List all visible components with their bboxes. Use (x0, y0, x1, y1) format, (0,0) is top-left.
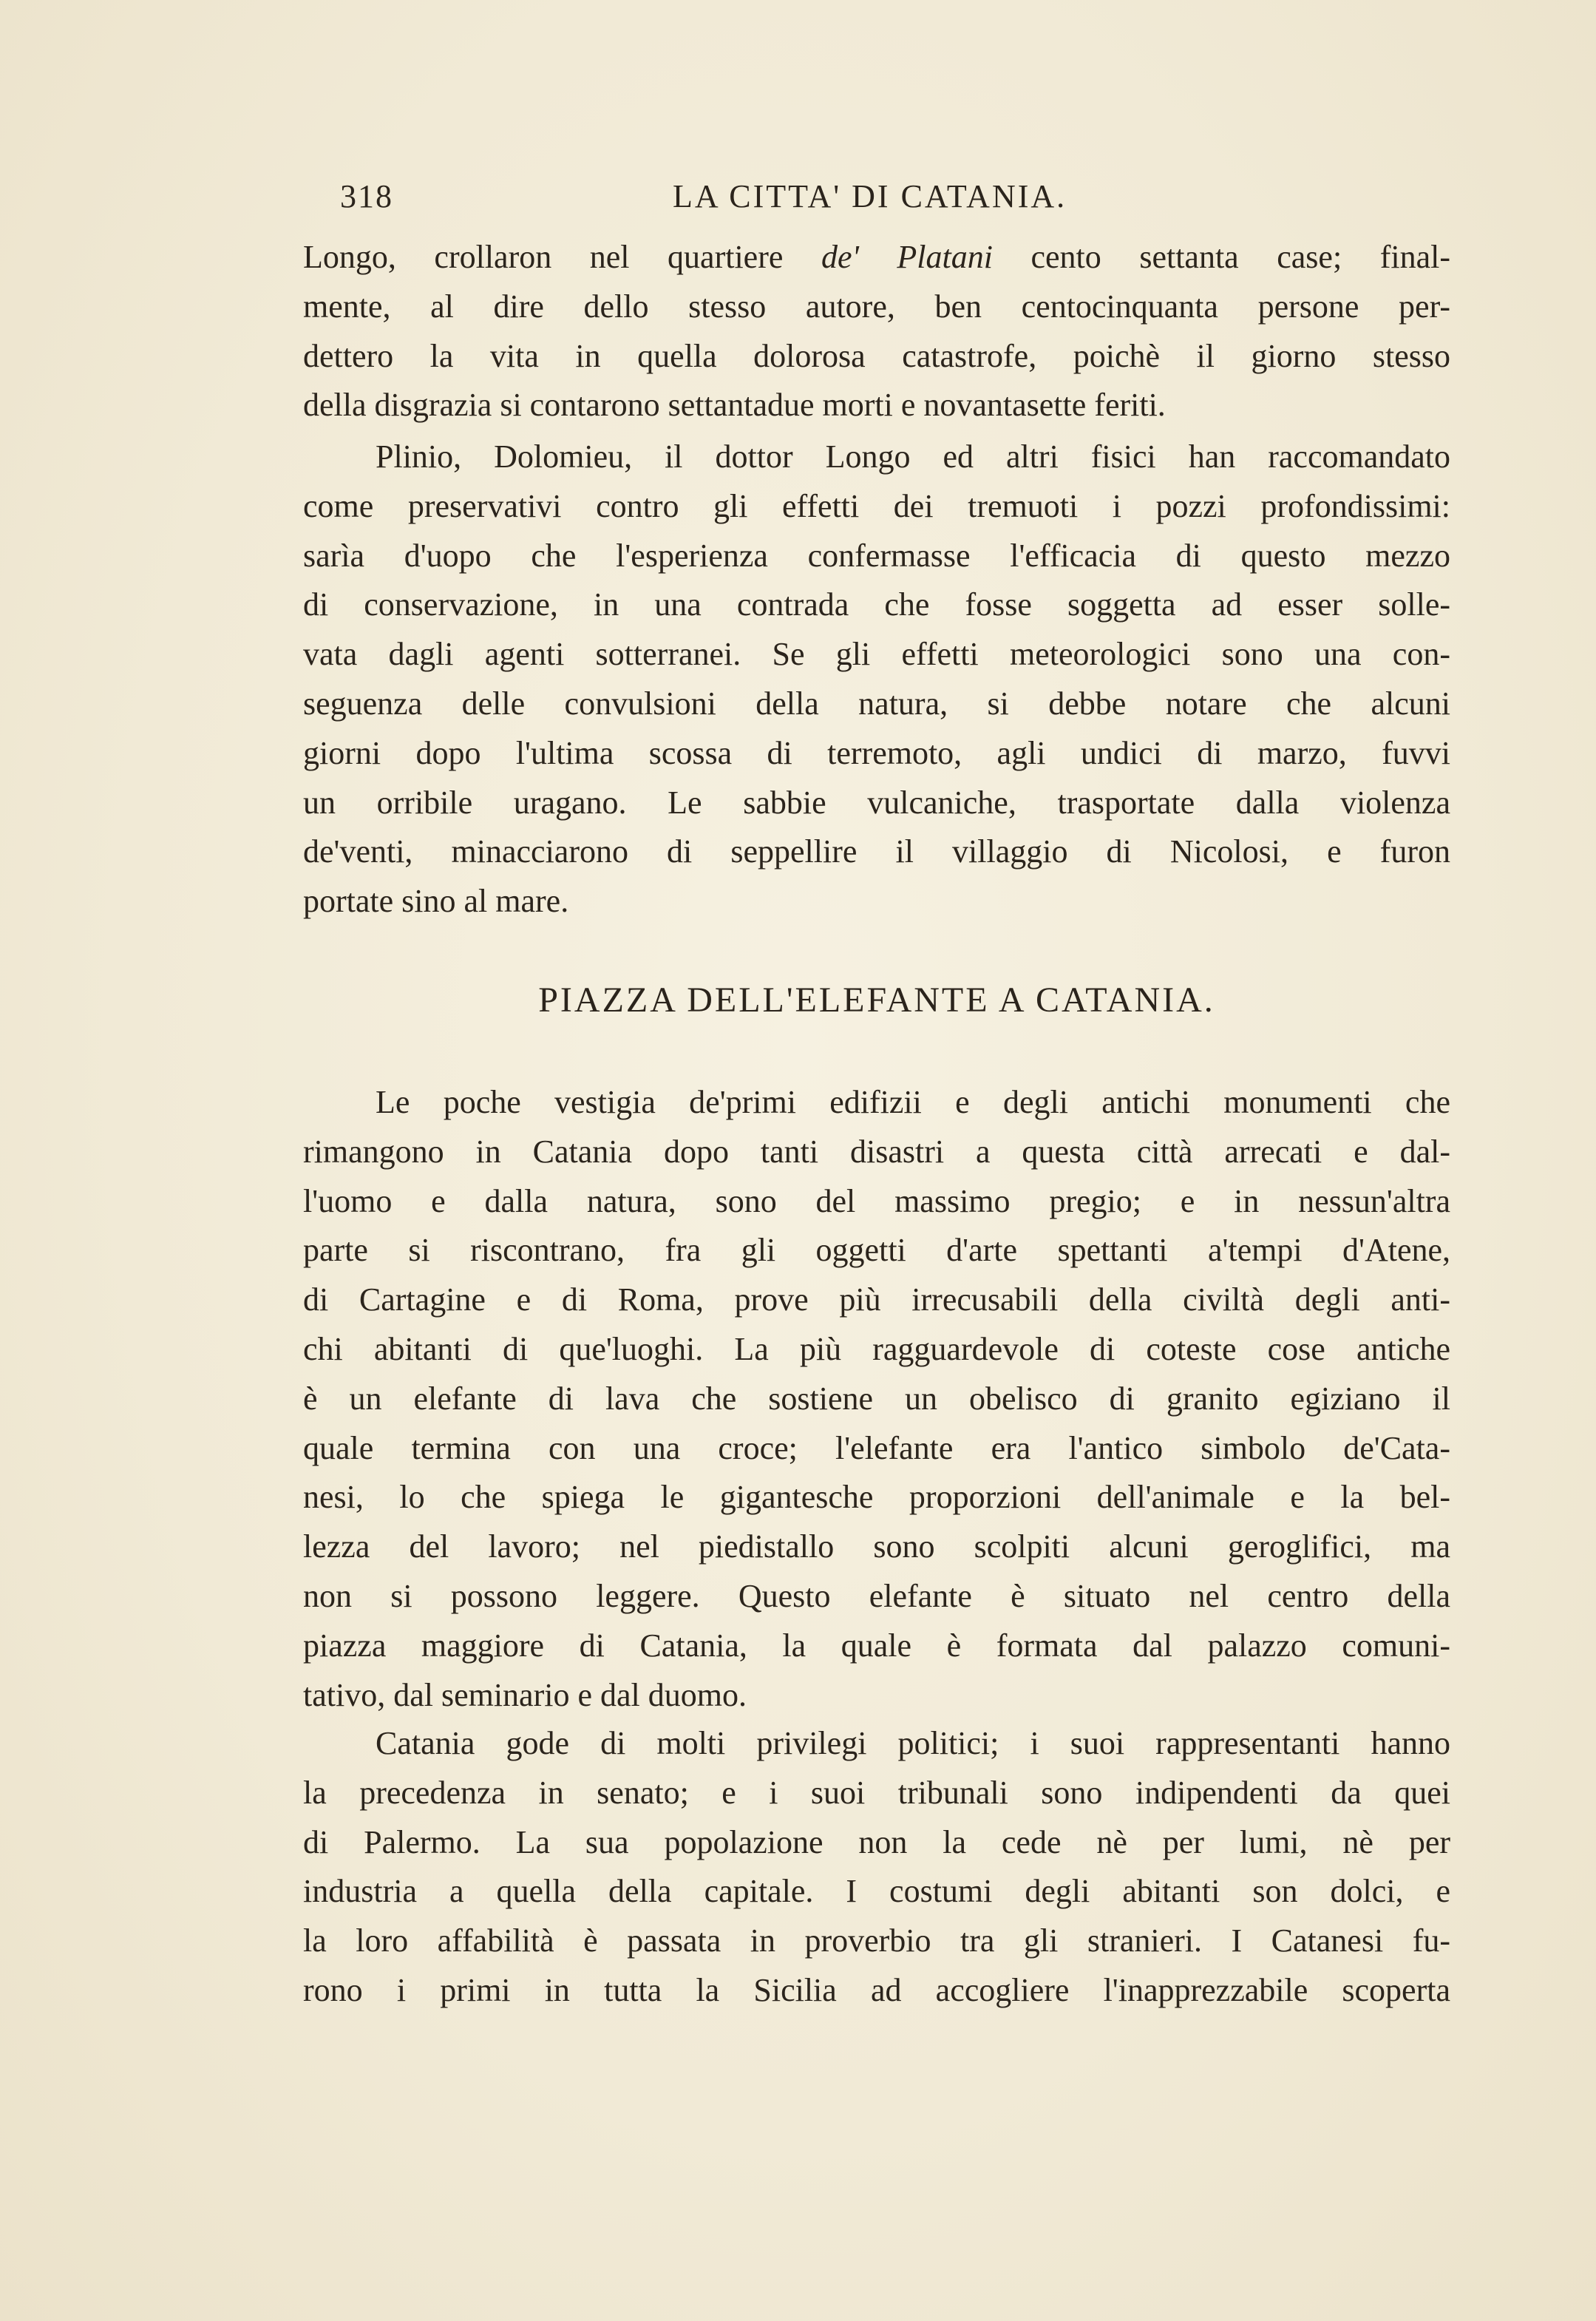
text-line: vata dagli agenti sotterranei. Se gli effetti meteorologici sono una con- (303, 636, 1450, 673)
text-line: nesi, lo che spiega le gigantesche proporzioni dell'animale e la bel- (303, 1479, 1450, 1516)
paragraph (303, 1719, 1450, 2016)
text-line: industria a quella della capitale. I costumi degli abitanti son dolci, e (303, 1873, 1450, 1910)
text-line: la loro affabilità è passata in proverbio tra gli stranieri. I Catanesi fu- (303, 1922, 1450, 1959)
text-line: rimangono in Catania dopo tanti disastri a questa città arrecati e dal- (303, 1133, 1450, 1170)
text-line: seguenza delle convulsioni della natura, si debbe notare che alcuni (303, 685, 1450, 722)
paragraph (303, 433, 1450, 926)
text-line: di conservazione, in una contrada che fosse soggetta ad esser solle- (303, 586, 1450, 623)
text-line: la precedenza in senato; e i suoi tribunali sono indipendenti da quei (303, 1774, 1450, 1811)
text-line: quale termina con una croce; l'elefante era l'antico simbolo de'Cata- (303, 1429, 1450, 1466)
italic-place-name: de' Platani (821, 239, 993, 275)
text-line: Catania gode di molti privilegi politici; i suoi rappresentanti hanno (376, 1725, 1450, 1761)
running-title: LA CITTA' DI CATANIA. (673, 178, 1067, 214)
text-line: l'uomo e dalla natura, sono del massimo pregio; e in nessun'altra (303, 1182, 1450, 1219)
text-line: parte si riscontrano, fra gli oggetti d'arte spettanti a'tempi d'Atene, (303, 1232, 1450, 1269)
text-line: piazza maggiore di Catania, la quale è formata dal palazzo comuni- (303, 1627, 1450, 1664)
text-line: lezza del lavoro; nel piedistallo sono scolpiti alcuni geroglifici, ma (303, 1528, 1450, 1565)
text-line: Longo, crollaron nel quartiere de' Platani cento settanta case; final- (303, 239, 1450, 275)
paragraph-continuation (303, 233, 1450, 430)
paragraph (303, 233, 1450, 430)
section-heading: PIAZZA DELL'ELEFANTE A CATANIA. (538, 980, 1215, 1020)
text-line: giorni dopo l'ultima scossa di terremoto, agli undici di marzo, fuvvi (303, 734, 1450, 771)
text-line: non si possono leggere. Questo elefante è situato nel centro della (303, 1577, 1450, 1614)
text-line: sarìa d'uopo che l'esperienza confermasse l'efficacia di questo mezzo (303, 537, 1450, 574)
text-line: Le poche vestigia de'primi edifizii e degli antichi monumenti che (376, 1084, 1450, 1120)
paragraph-wells (303, 433, 1450, 926)
text-line: dettero la vita in quella dolorosa catastrofe, poichè il giorno stesso (303, 337, 1450, 374)
paragraph-elephant (303, 1078, 1450, 1720)
text-line: un orribile uragano. Le sabbie vulcaniche, trasportate dalla violenza (303, 784, 1450, 821)
text-line: portate sino al mare. (303, 883, 569, 920)
running-head (303, 177, 1450, 222)
text-line: di Palermo. La sua popolazione non la cede nè per lumi, nè per (303, 1823, 1450, 1860)
text-line: mente, al dire dello stesso autore, ben centocinquanta persone per- (303, 288, 1450, 325)
text-line: de'venti, minacciarono di seppellire il villaggio di Nicolosi, e furon (303, 833, 1450, 870)
text-line: tativo, dal seminario e dal duomo. (303, 1676, 747, 1713)
paragraph-privileges (303, 1719, 1450, 2016)
text-line: di Cartagine e di Roma, prove più irrecusabili della civiltà degli anti- (303, 1281, 1450, 1318)
text-line: Plinio, Dolomieu, il dottor Longo ed altri fisici han raccomandato (376, 438, 1450, 475)
text-line: è un elefante di lava che sostiene un obelisco di granito egiziano il (303, 1380, 1450, 1417)
text-line: chi abitanti di que'luoghi. La più ragguardevole di coteste cose antiche (303, 1330, 1450, 1367)
page-number: 318 (340, 178, 393, 214)
text-line: come preservativi contro gli effetti dei tremuoti i pozzi profondissimi: (303, 487, 1450, 524)
text-line: della disgrazia si contarono settantadue morti e novantasette feriti. (303, 387, 1166, 424)
paragraph (303, 1078, 1450, 1720)
text-line: rono i primi in tutta la Sicilia ad accogliere l'inapprezzabile scoperta (303, 1971, 1450, 2008)
